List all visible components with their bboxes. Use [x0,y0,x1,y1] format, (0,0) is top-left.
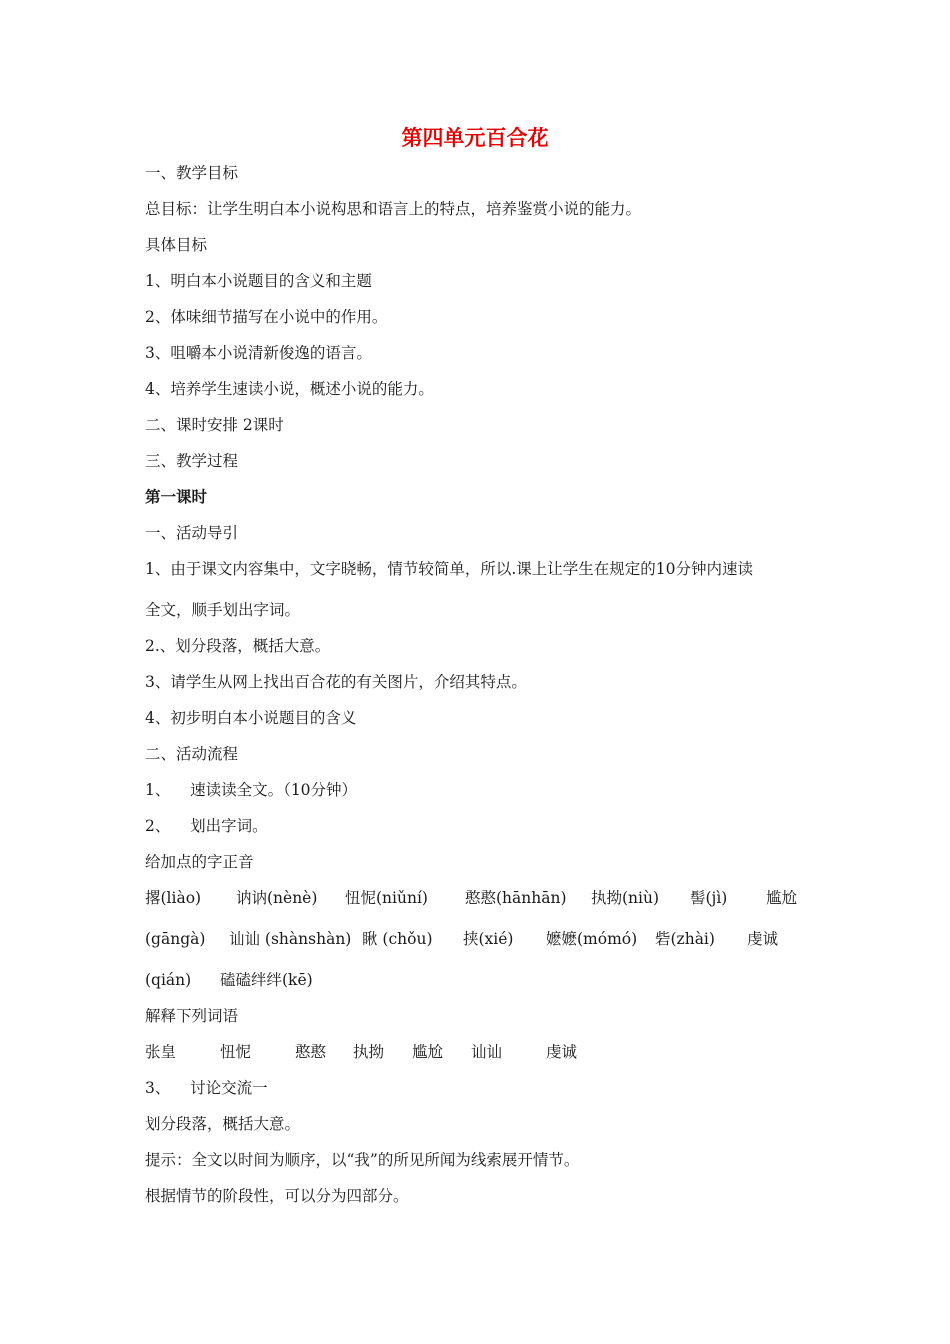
vocab-item: 执拗 [353,1043,385,1061]
paragraph: 全文，顺手划出字词。 [145,601,301,619]
paragraph: 给加点的字正音 [145,853,254,871]
paragraph: 2.、划分段落，概括大意。 [145,637,331,655]
vocab-item: 尴尬 [412,1043,444,1061]
paragraph: 1、由于课文内容集中，文字晓畅，情节较简单，所以.课上让学生在规定的10分钟内速读 [145,560,754,578]
vocab-item: 忸怩 [220,1043,252,1061]
vocab-item: 张皇 [145,1043,177,1061]
pinyin-item: 憨憨(hānhān) [465,889,567,907]
section-heading: 二、活动流程 [145,745,239,763]
paragraph: 提示：全文以时间为顺序，以“我”的所见所闻为线索展开情节。 [145,1151,580,1169]
document-title: 第四单元百合花 [401,126,549,150]
pinyin-item: 讪讪 (shànshàn) [229,930,352,948]
pinyin-item: 忸怩(niǔní) [345,889,428,907]
vocab-item: 憨憨 [295,1043,327,1061]
pinyin-item: 髻(jì) [690,889,728,907]
paragraph: 3、请学生从网上找出百合花的有关图片，介绍其特点。 [145,673,527,691]
pinyin-item: 执拗(niù) [591,889,660,907]
paragraph: 总目标：让学生明白本小说构思和语言上的特点，培养鉴赏小说的能力。 [145,200,642,218]
pinyin-item: 挟(xié) [463,930,514,948]
paragraph: 3、咀嚼本小说清新俊逸的语言。 [145,344,372,362]
section-heading: 一、教学目标 [145,164,239,182]
section-heading: 一、活动导引 [145,524,239,542]
pinyin-item: (gāngà) [145,930,206,948]
pinyin-item: 虔诚 [747,930,779,948]
paragraph: 具体目标 [145,236,208,254]
paragraph: 1、明白本小说题目的含义和主题 [145,272,372,290]
pinyin-item: 磕磕绊绊(kē) [220,971,313,989]
lesson-heading: 第一课时 [145,488,208,506]
vocab-item: 虔诚 [546,1043,578,1061]
pinyin-item: 瞅 (chǒu) [362,930,433,948]
pinyin-item: 撂(liào) [145,889,202,907]
pinyin-item: (qián) [145,971,192,989]
paragraph: 2、 划出字词。 [145,817,268,835]
section-heading: 二、课时安排 2课时 [145,416,284,434]
pinyin-item: 嬷嬷(mómó) [546,930,638,948]
pinyin-item: 砦(zhài) [655,930,715,948]
pinyin-item: 讷讷(nènè) [236,889,318,907]
paragraph: 解释下列词语 [145,1007,239,1025]
pinyin-item: 尴尬 [766,889,798,907]
paragraph: 划分段落，概括大意。 [145,1115,301,1133]
paragraph: 4、培养学生速读小说，概述小说的能力。 [145,380,434,398]
section-heading: 三、教学过程 [145,452,239,470]
paragraph: 3、 讨论交流一 [145,1079,268,1097]
paragraph: 1、 速读读全文。（10分钟） [145,781,358,799]
paragraph: 4、初步明白本小说题目的含义 [145,709,357,727]
paragraph: 根据情节的阶段性，可以分为四部分。 [145,1187,409,1205]
vocab-item: 讪讪 [471,1043,503,1061]
paragraph: 2、体味细节描写在小说中的作用。 [145,308,388,326]
